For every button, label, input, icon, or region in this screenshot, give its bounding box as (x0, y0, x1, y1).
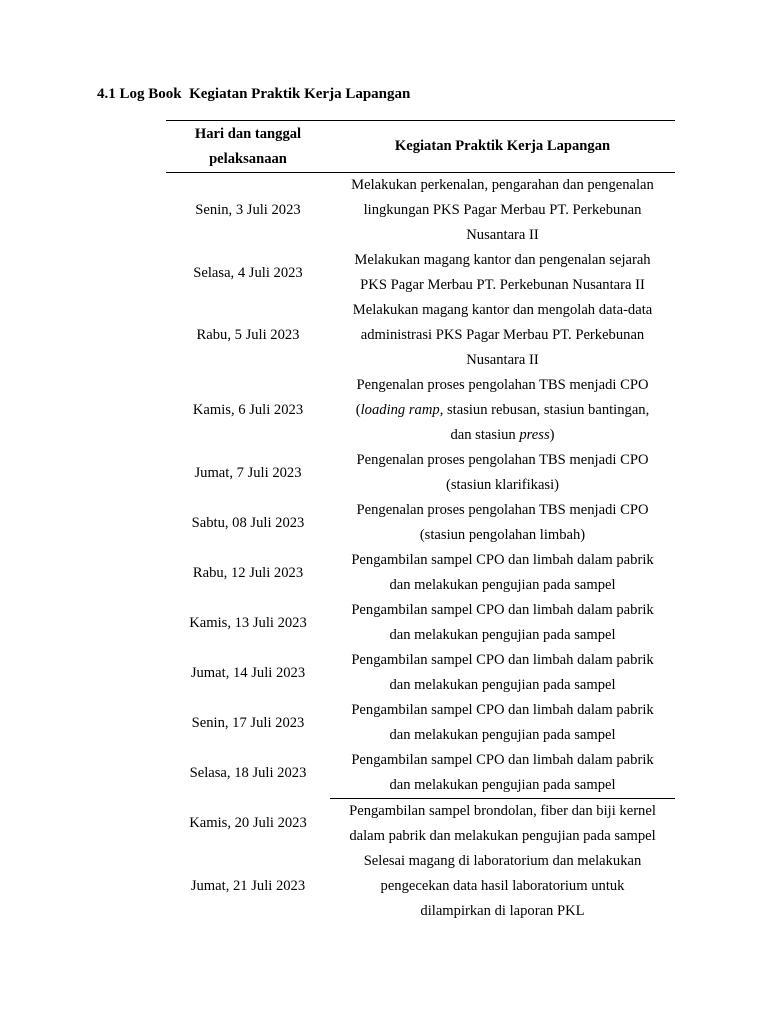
table-row (166, 448, 675, 498)
table-row (166, 298, 675, 373)
row-date: Kamis, 13 Juli 2023 (189, 614, 307, 631)
table-row (166, 248, 675, 298)
table-row (166, 373, 675, 448)
row-date: Jumat, 7 Juli 2023 (194, 464, 302, 481)
italic-term: loading ramp (360, 402, 440, 418)
row-date: Senin, 17 Juli 2023 (191, 714, 305, 731)
row-activity: Pengenalan proses pengolahan TBS menjadi CPO (loading ramp, stasiun rebusan, stasiun bantingan, dan stasiun press) (355, 377, 650, 443)
row-activity: Melakukan magang kantor dan mengolah data-data administrasi PKS Pagar Merbau PT. Perkebunan Nusantara II (352, 302, 653, 368)
table-row (166, 648, 675, 698)
table-row (166, 799, 675, 850)
table-row (166, 748, 675, 799)
row-activity: Pengambilan sampel CPO dan limbah dalam pabrik dan melakukan pengujian pada sampel (351, 552, 654, 593)
row-activity: Pengenalan proses pengolahan TBS menjadi CPO (stasiun pengolahan limbah) (356, 502, 649, 543)
row-date: Sabtu, 08 Juli 2023 (191, 514, 305, 531)
row-date: Jumat, 14 Juli 2023 (190, 664, 306, 681)
row-activity: Pengambilan sampel CPO dan limbah dalam pabrik dan melakukan pengujian pada sampel (351, 752, 654, 793)
row-date: Jumat, 21 Juli 2023 (190, 878, 306, 894)
table-row (166, 548, 675, 598)
logbook-table (166, 120, 675, 924)
row-activity: Pengenalan proses pengolahan TBS menjadi CPO (stasiun klarifikasi) (356, 452, 649, 493)
row-activity: Pengambilan sampel brondolan, fiber dan biji kernel dalam pabrik dan melakukan pengujian pada sampel (330, 799, 675, 850)
row-activity: Pengambilan sampel CPO dan limbah dalam pabrik dan melakukan pengujian pada sampel (351, 652, 654, 693)
header-date: Hari dan tanggal pelaksanaan (166, 121, 330, 173)
row-activity: Pengambilan sampel CPO dan limbah dalam pabrik dan melakukan pengujian pada sampel (351, 602, 654, 643)
italic-term: press (519, 427, 550, 443)
row-activity: Selesai magang di laboratorium dan melakukan pengecekan data hasil laboratorium untuk dilampirkan di laporan PKL (363, 853, 642, 919)
row-date: Selasa, 18 Juli 2023 (189, 764, 307, 781)
row-activity: Melakukan magang kantor dan pengenalan sejarah PKS Pagar Merbau PT. Perkebunan Nusantara II (354, 252, 651, 293)
header-row (166, 121, 675, 173)
row-activity: Melakukan perkenalan, pengarahan dan pengenalan lingkungan PKS Pagar Merbau PT. Perkebunan Nusantara II (351, 177, 654, 243)
row-date: Senin, 3 Juli 2023 (195, 202, 301, 218)
table-row (166, 849, 675, 924)
table-row (166, 498, 675, 548)
row-date: Rabu, 5 Juli 2023 (196, 327, 300, 343)
row-date: Selasa, 4 Juli 2023 (193, 264, 303, 281)
table-row (166, 173, 675, 249)
row-date: Kamis, 20 Juli 2023 (189, 815, 307, 832)
table-row (166, 698, 675, 748)
section-title: 4.1 Log Book Kegiatan Praktik Kerja Lapangan (97, 86, 411, 102)
row-activity: Pengambilan sampel CPO dan limbah dalam pabrik dan melakukan pengujian pada sampel (351, 702, 654, 743)
table-row (166, 598, 675, 648)
header-activity: Kegiatan Praktik Kerja Lapangan (330, 121, 675, 173)
row-date: Rabu, 12 Juli 2023 (192, 564, 304, 581)
row-date: Kamis, 6 Juli 2023 (192, 402, 304, 418)
